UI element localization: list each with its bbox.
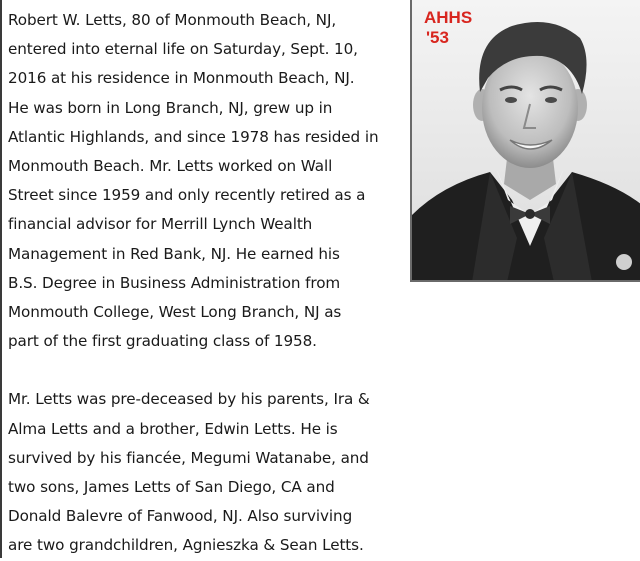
text-line: Alma Letts and a brother, Edwin Letts. He is bbox=[8, 419, 338, 438]
text-line: B.S. Degree in Business Administration from bbox=[8, 273, 341, 292]
class-year-badge bbox=[424, 8, 472, 48]
text-line: are two grandchildren, Agnieszka & Sean Letts. bbox=[8, 536, 364, 555]
text-line: entered into eternal life on Saturday, Sept. 10, bbox=[8, 40, 358, 59]
text-line: Management in Red Bank, NJ. He earned his bbox=[8, 244, 340, 263]
text-line: 2016 at his residence in Monmouth Beach, NJ. bbox=[8, 69, 355, 88]
obituary-text bbox=[8, 6, 408, 561]
text-line: two sons, James Letts of San Diego, CA and bbox=[8, 478, 335, 497]
text-line: Robert W. Letts, 80 of Monmouth Beach, NJ, bbox=[8, 11, 337, 29]
text-line: financial advisor for Merrill Lynch Wealth bbox=[8, 215, 313, 234]
text-line: survived by his fiancée, Megumi Watanabe, and bbox=[8, 448, 369, 467]
school-label: AHHS bbox=[424, 8, 473, 27]
yearbook-photo bbox=[410, 0, 640, 282]
text-line: Atlantic Highlands, and since 1978 has resided in bbox=[8, 127, 379, 146]
text-line: He was born in Long Branch, NJ, grew up in bbox=[8, 98, 333, 117]
text-line: Monmouth College, West Long Branch, NJ as bbox=[8, 303, 342, 322]
text-line: Monmouth Beach. Mr. Letts worked on Wall bbox=[8, 157, 333, 176]
text-line: Mr. Letts was pre-deceased by his parents, Ira & bbox=[8, 390, 370, 409]
class-year-label: '53 bbox=[426, 28, 449, 47]
text-line: part of the first graduating class of 1958. bbox=[8, 332, 317, 351]
obituary-paragraph-2 bbox=[8, 385, 408, 560]
text-line: Street since 1959 and only recently retired as a bbox=[8, 186, 366, 205]
left-border-rule bbox=[0, 0, 2, 558]
obituary-paragraph-1 bbox=[8, 6, 408, 356]
text-line: Donald Balevre of Fanwood, NJ. Also surviving bbox=[8, 507, 353, 526]
